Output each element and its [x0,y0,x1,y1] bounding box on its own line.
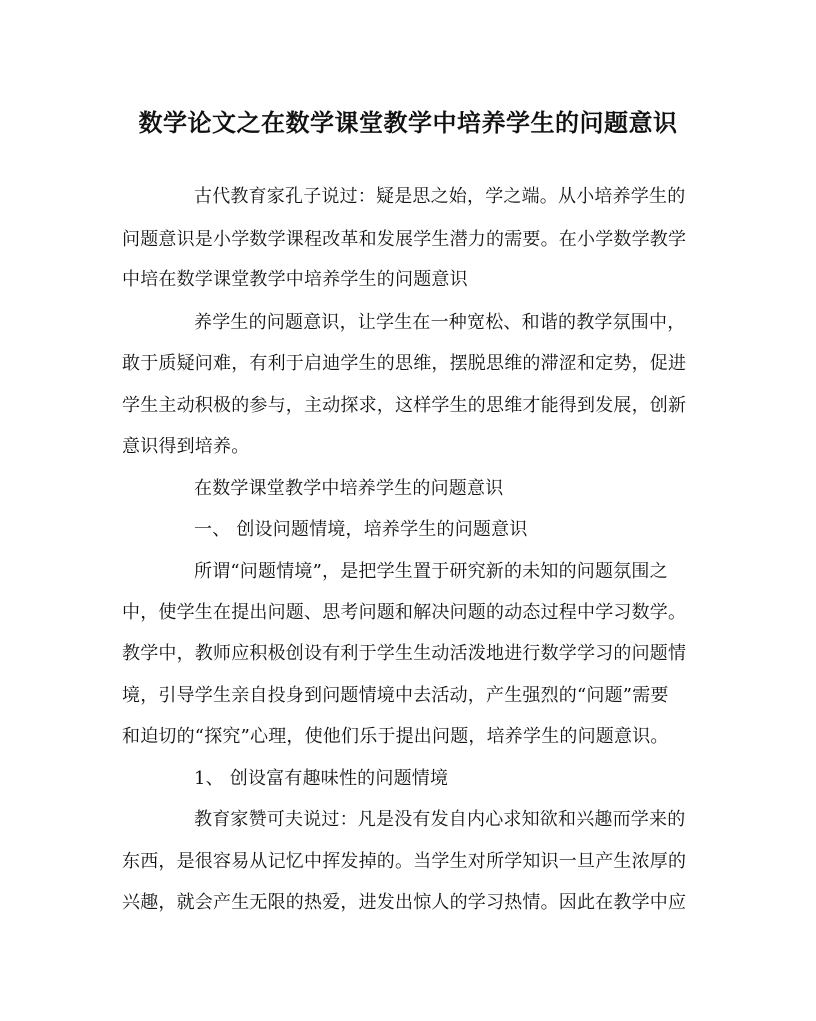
paragraph-line: 古代教育家孔子说过：疑是思之始，学之端。从小培养学生的 [194,186,686,207]
paragraph-line: 所谓“问题情境”，是把学生置于研究新的未知的问题氛围之 [194,561,668,582]
paragraph-line: 意识得到培养。 [122,436,250,457]
section-heading: 一、 创设问题情境，培养学生的问题意识 [194,519,528,540]
paragraph-line: 东西，是很容易从记忆中挥发掉的。当学生对所学知识一旦产生浓厚的 [122,851,687,872]
section-heading: 在数学课堂教学中培养学生的问题意识 [194,478,504,499]
paragraph-line: 问题意识是小学数学课程改革和发展学生潜力的需要。在小学数学教学 [122,229,687,250]
paragraph-line: 和迫切的“探究”心理，使他们乐于提出问题，培养学生的问题意识。 [122,726,669,747]
paragraph-line: 学生主动积极的参与，主动探求，这样学生的思维才能得到发展，创新 [122,395,687,416]
subsection-heading: 1、 创设富有趣味性的问题情境 [194,768,449,789]
paragraph-line: 教学中，教师应积极创设有利于学生生动活泼地进行数学学习的问题情 [122,643,687,664]
paragraph-line: 中，使学生在提出问题、思考问题和解决问题的动态过程中学习数学。 [122,602,687,623]
document-title: 数学论文之在数学课堂教学中培养学生的问题意识 [138,108,678,137]
paragraph-line: 兴趣，就会产生无限的热爱，进发出惊人的学习热情。因此在教学中应 [122,892,687,913]
paragraph-line: 教育家赞可夫说过：凡是没有发自内心求知欲和兴趣而学来的 [194,809,686,830]
paragraph-line: 中培在数学课堂教学中培养学生的问题意识 [122,269,468,290]
paragraph-line: 敢于质疑问难，有利于启迪学生的思维，摆脱思维的滞涩和定势，促进 [122,353,687,374]
paragraph-line: 境，引导学生亲自投身到问题情境中去活动，产生强烈的“问题”需要 [122,685,669,706]
paragraph-line: 养学生的问题意识，让学生在一种宽松、和谐的教学氛围中， [194,312,686,333]
